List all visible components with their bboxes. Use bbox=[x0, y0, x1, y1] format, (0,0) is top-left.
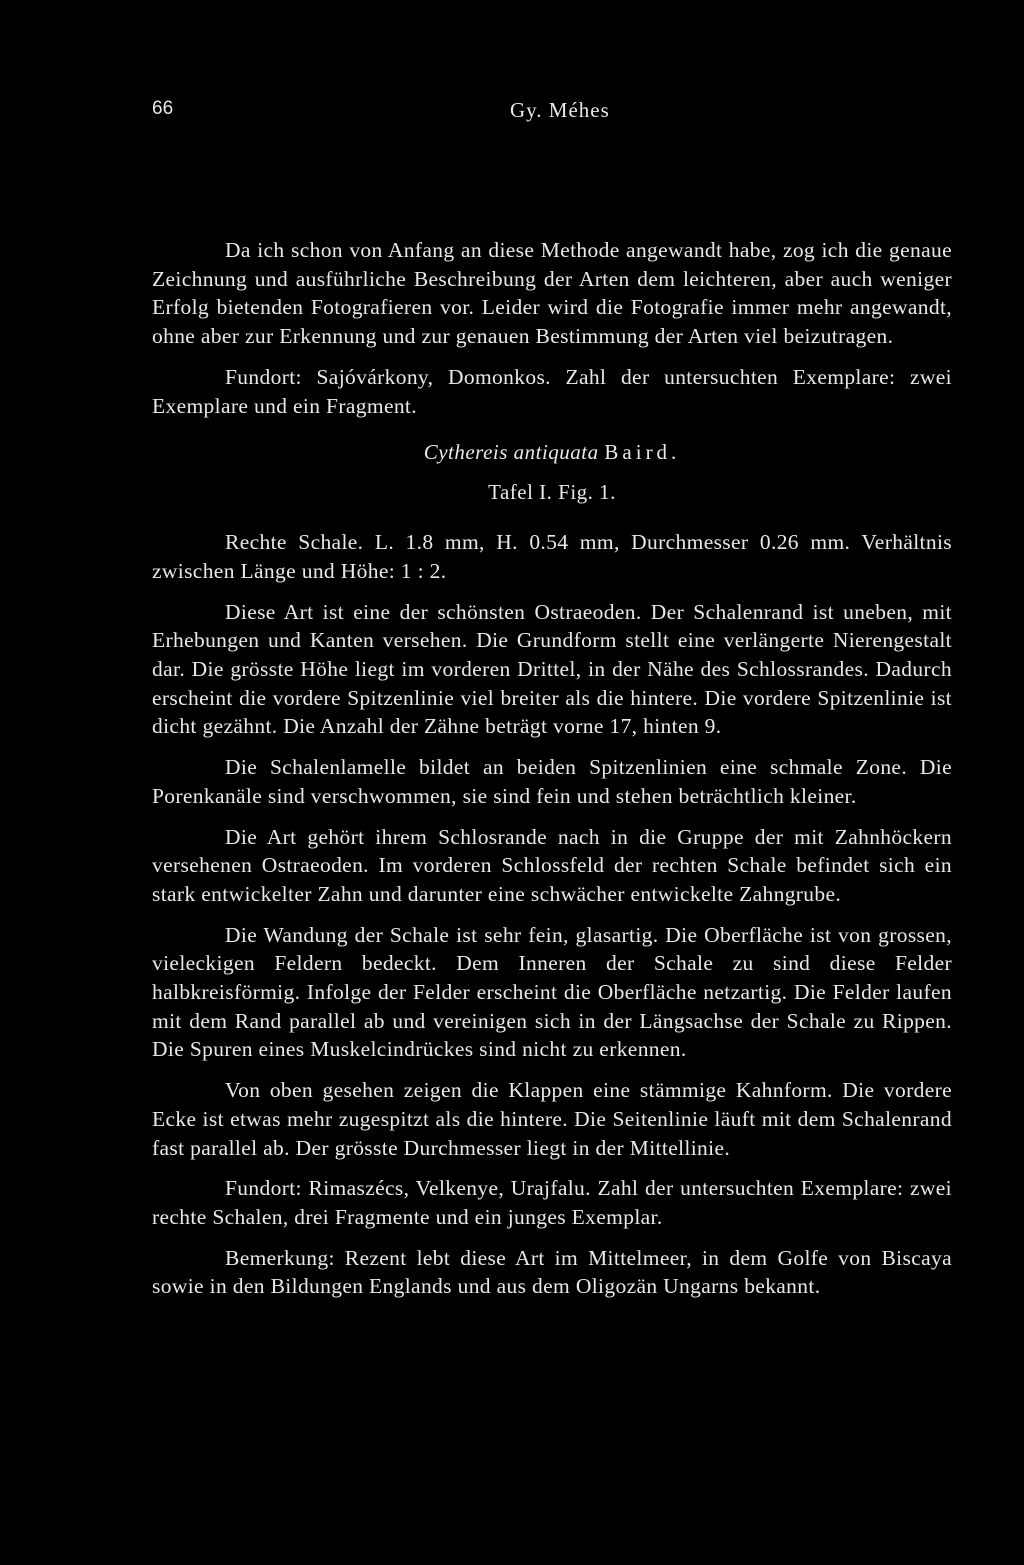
paragraph: Die Wandung der Schale ist sehr fein, glasartig. Die Oberfläche ist von grossen, vieleckigen Feldern bedeckt. Dem Inneren der Schale zu sind diese Felder halbkreisförmig. Infolge der Felder erscheint die Oberfläche netzartig. Die Felder laufen mit dem Rand parallel ab und vereinigen sich in der Längsachse der Schale zu Rippen. Die Spuren eines Muskelcindrückes sind nicht zu erkennen. bbox=[152, 922, 952, 1062]
paragraph: Bemerkung: Rezent lebt diese Art im Mittelmeer, in dem Golfe von Biscaya sowie in den Bildungen Englands und aus dem Oligozän Ungarns bekannt. bbox=[152, 1245, 952, 1299]
plate-reference: Tafel I. Fig. 1. bbox=[488, 480, 616, 505]
paragraph: Rechte Schale. L. 1.8 mm, H. 0.54 mm, Durchmesser 0.26 mm. Verhältnis zwischen Länge und Höhe: 1 : 2. bbox=[152, 530, 952, 583]
paragraph: Fundort: Sajóvárkony, Domonkos. Zahl der untersuchten Exemplare: zwei Exemplare und ein Fragment. bbox=[152, 364, 952, 418]
running-head: Gy. Méhes bbox=[510, 98, 610, 122]
species-heading bbox=[152, 438, 952, 466]
paragraph: Von oben gesehen zeigen die Klappen eine stämmige Kahnform. Die vordere Ecke ist etwas mehr zugespitzt als die hintere. Die Seitenlinie läuft mit dem Schalenrand fast parallel ab. Der grösste Durchmesser liegt in der Mittellinie. bbox=[152, 1078, 952, 1160]
species-name: Cythereis antiquata bbox=[423, 440, 599, 465]
paragraph: Diese Art ist eine der schönsten Ostraeoden. Der Schalenrand ist uneben, mit Erhebungen und Kanten versehen. Die Grundform stellt eine verlängerte Nierengestalt dar. Die grösste Höhe liegt im vorderen Drittel, in der Nähe des Schlossrandes. Dadurch erscheint die vordere Spitzenlinie viel breiter als die hintere. Die vordere Spitzenlinie ist dicht gezähnt. Die Anzahl der Zähne beträgt vorne 17, hinten 9. bbox=[152, 599, 952, 739]
body-text bbox=[152, 236, 952, 1313]
page-number: 66 bbox=[152, 98, 174, 119]
paragraph: Fundort: Rimaszécs, Velkenye, Urajfalu. Zahl der untersuchten Exemplare: zwei rechte Schalen, drei Fragmente und ein junges Exemplar. bbox=[152, 1176, 952, 1229]
paragraph: Da ich schon von Anfang an diese Methode angewandt habe, zog ich die genaue Zeichnung und ausführliche Beschreibung der Arten dem leichteren, aber auch weniger Erfolg bietenden Fotografieren vor. Leider wird die Fotografie immer mehr angewandt, ohne aber zur Erkennung und zur genauen Bestimmung der Arten viel beizutragen. bbox=[152, 238, 952, 349]
paragraph: Die Schalenlamelle bildet an beiden Spitzenlinien eine schmale Zone. Die Porenkanäle sind verschwommen, sie sind fein und stehen beträchtlich kleiner. bbox=[152, 755, 952, 808]
page-header bbox=[152, 98, 952, 128]
paragraph: Die Art gehört ihrem Schlosrande nach in die Gruppe der mit Zahnhöckern versehenen Ostraeoden. Im vorderen Schlossfeld der rechten Schale befindet sich ein stark entwickelter Zahn und darunter eine schwächer entwickelte Zahngrube. bbox=[152, 824, 952, 906]
species-author: Baird. bbox=[604, 440, 681, 465]
